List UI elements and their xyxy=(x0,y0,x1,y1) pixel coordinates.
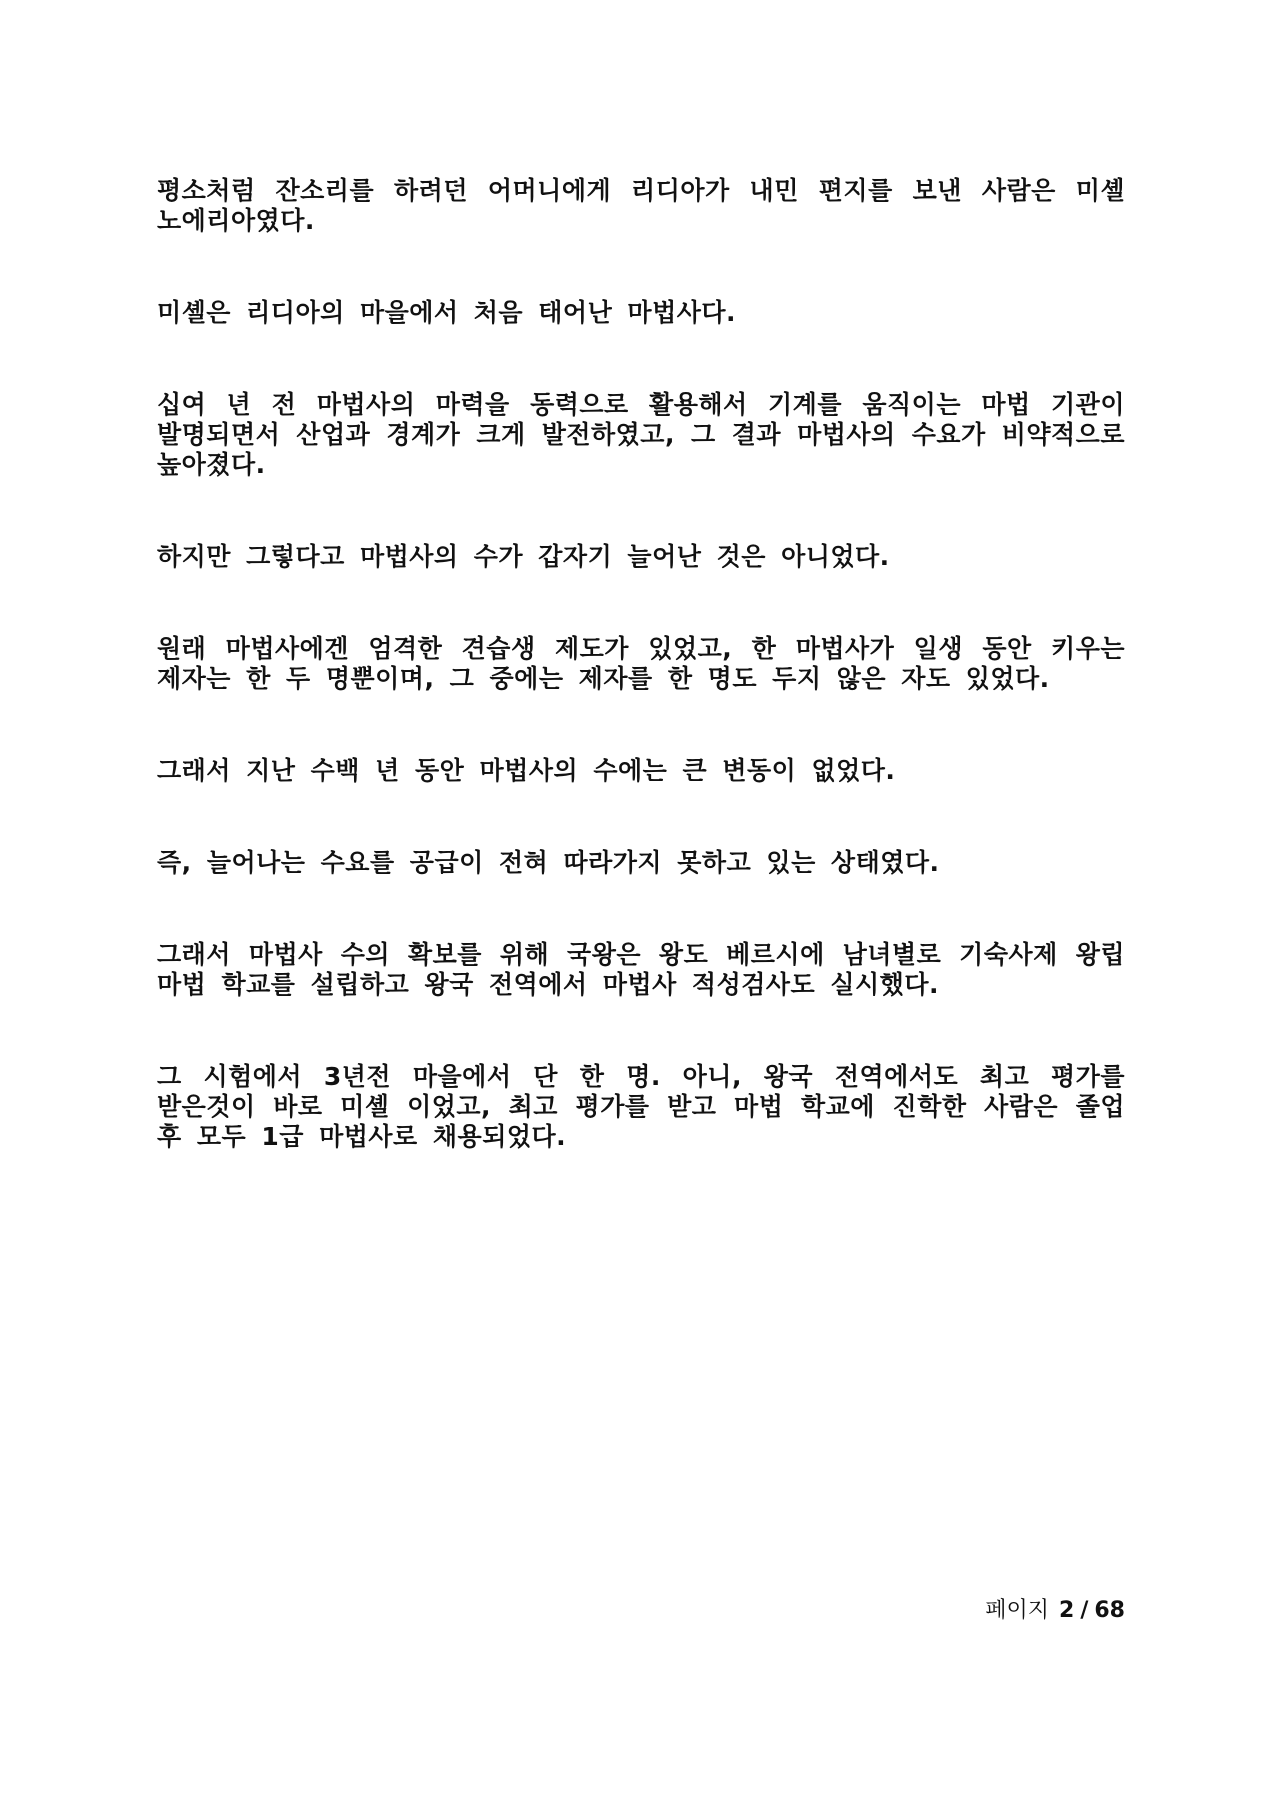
page-separator: / xyxy=(1080,1598,1089,1623)
paragraph: 그 시험에서 3년전 마을에서 단 한 명. 아니, 왕국 전역에서도 최고 평가를 받은것이 바로 미셸 이었고, 최고 평가를 받고 마법 학교에 진학한 사람은 졸업 후 모두 1급 마법사로 채용되었다. xyxy=(157,1062,1125,1151)
paragraph: 하지만 그렇다고 마법사의 수가 갑자기 늘어난 것은 아니었다. xyxy=(157,542,890,571)
page-footer xyxy=(985,1597,1125,1625)
paragraph: 그래서 지난 수백 년 동안 마법사의 수에는 큰 변동이 없었다. xyxy=(157,756,896,785)
paragraph: 십여 년 전 마법사의 마력을 동력으로 활용해서 기계를 움직이는 마법 기관이 발명되면서 산업과 경계가 크게 발전하였고, 그 결과 마법사의 수요가 비약적으로 높아졌다. xyxy=(157,390,1125,479)
document-body xyxy=(157,176,1125,1214)
paragraph: 원래 마법사에겐 엄격한 견습생 제도가 있었고, 한 마법사가 일생 동안 키우는 제자는 한 두 명뿐이며, 그 중에는 제자를 한 명도 두지 않은 자도 있었다. xyxy=(157,634,1125,693)
total-pages-number: 68 xyxy=(1094,1598,1125,1623)
page-label: 페이지 xyxy=(985,1598,1050,1623)
paragraph: 그래서 마법사 수의 확보를 위해 국왕은 왕도 베르시에 남녀별로 기숙사제 왕립 마법 학교를 설립하고 왕국 전역에서 마법사 적성검사도 실시했다. xyxy=(157,940,1125,999)
current-page-number: 2 xyxy=(1059,1598,1075,1623)
paragraph: 미셸은 리디아의 마을에서 처음 태어난 마법사다. xyxy=(157,298,737,327)
paragraph: 평소처럼 잔소리를 하려던 어머니에게 리디아가 내민 편지를 보낸 사람은 미셸 노에리아였다. xyxy=(157,176,1125,235)
paragraph: 즉, 늘어나는 수요를 공급이 전혀 따라가지 못하고 있는 상태였다. xyxy=(157,848,940,877)
